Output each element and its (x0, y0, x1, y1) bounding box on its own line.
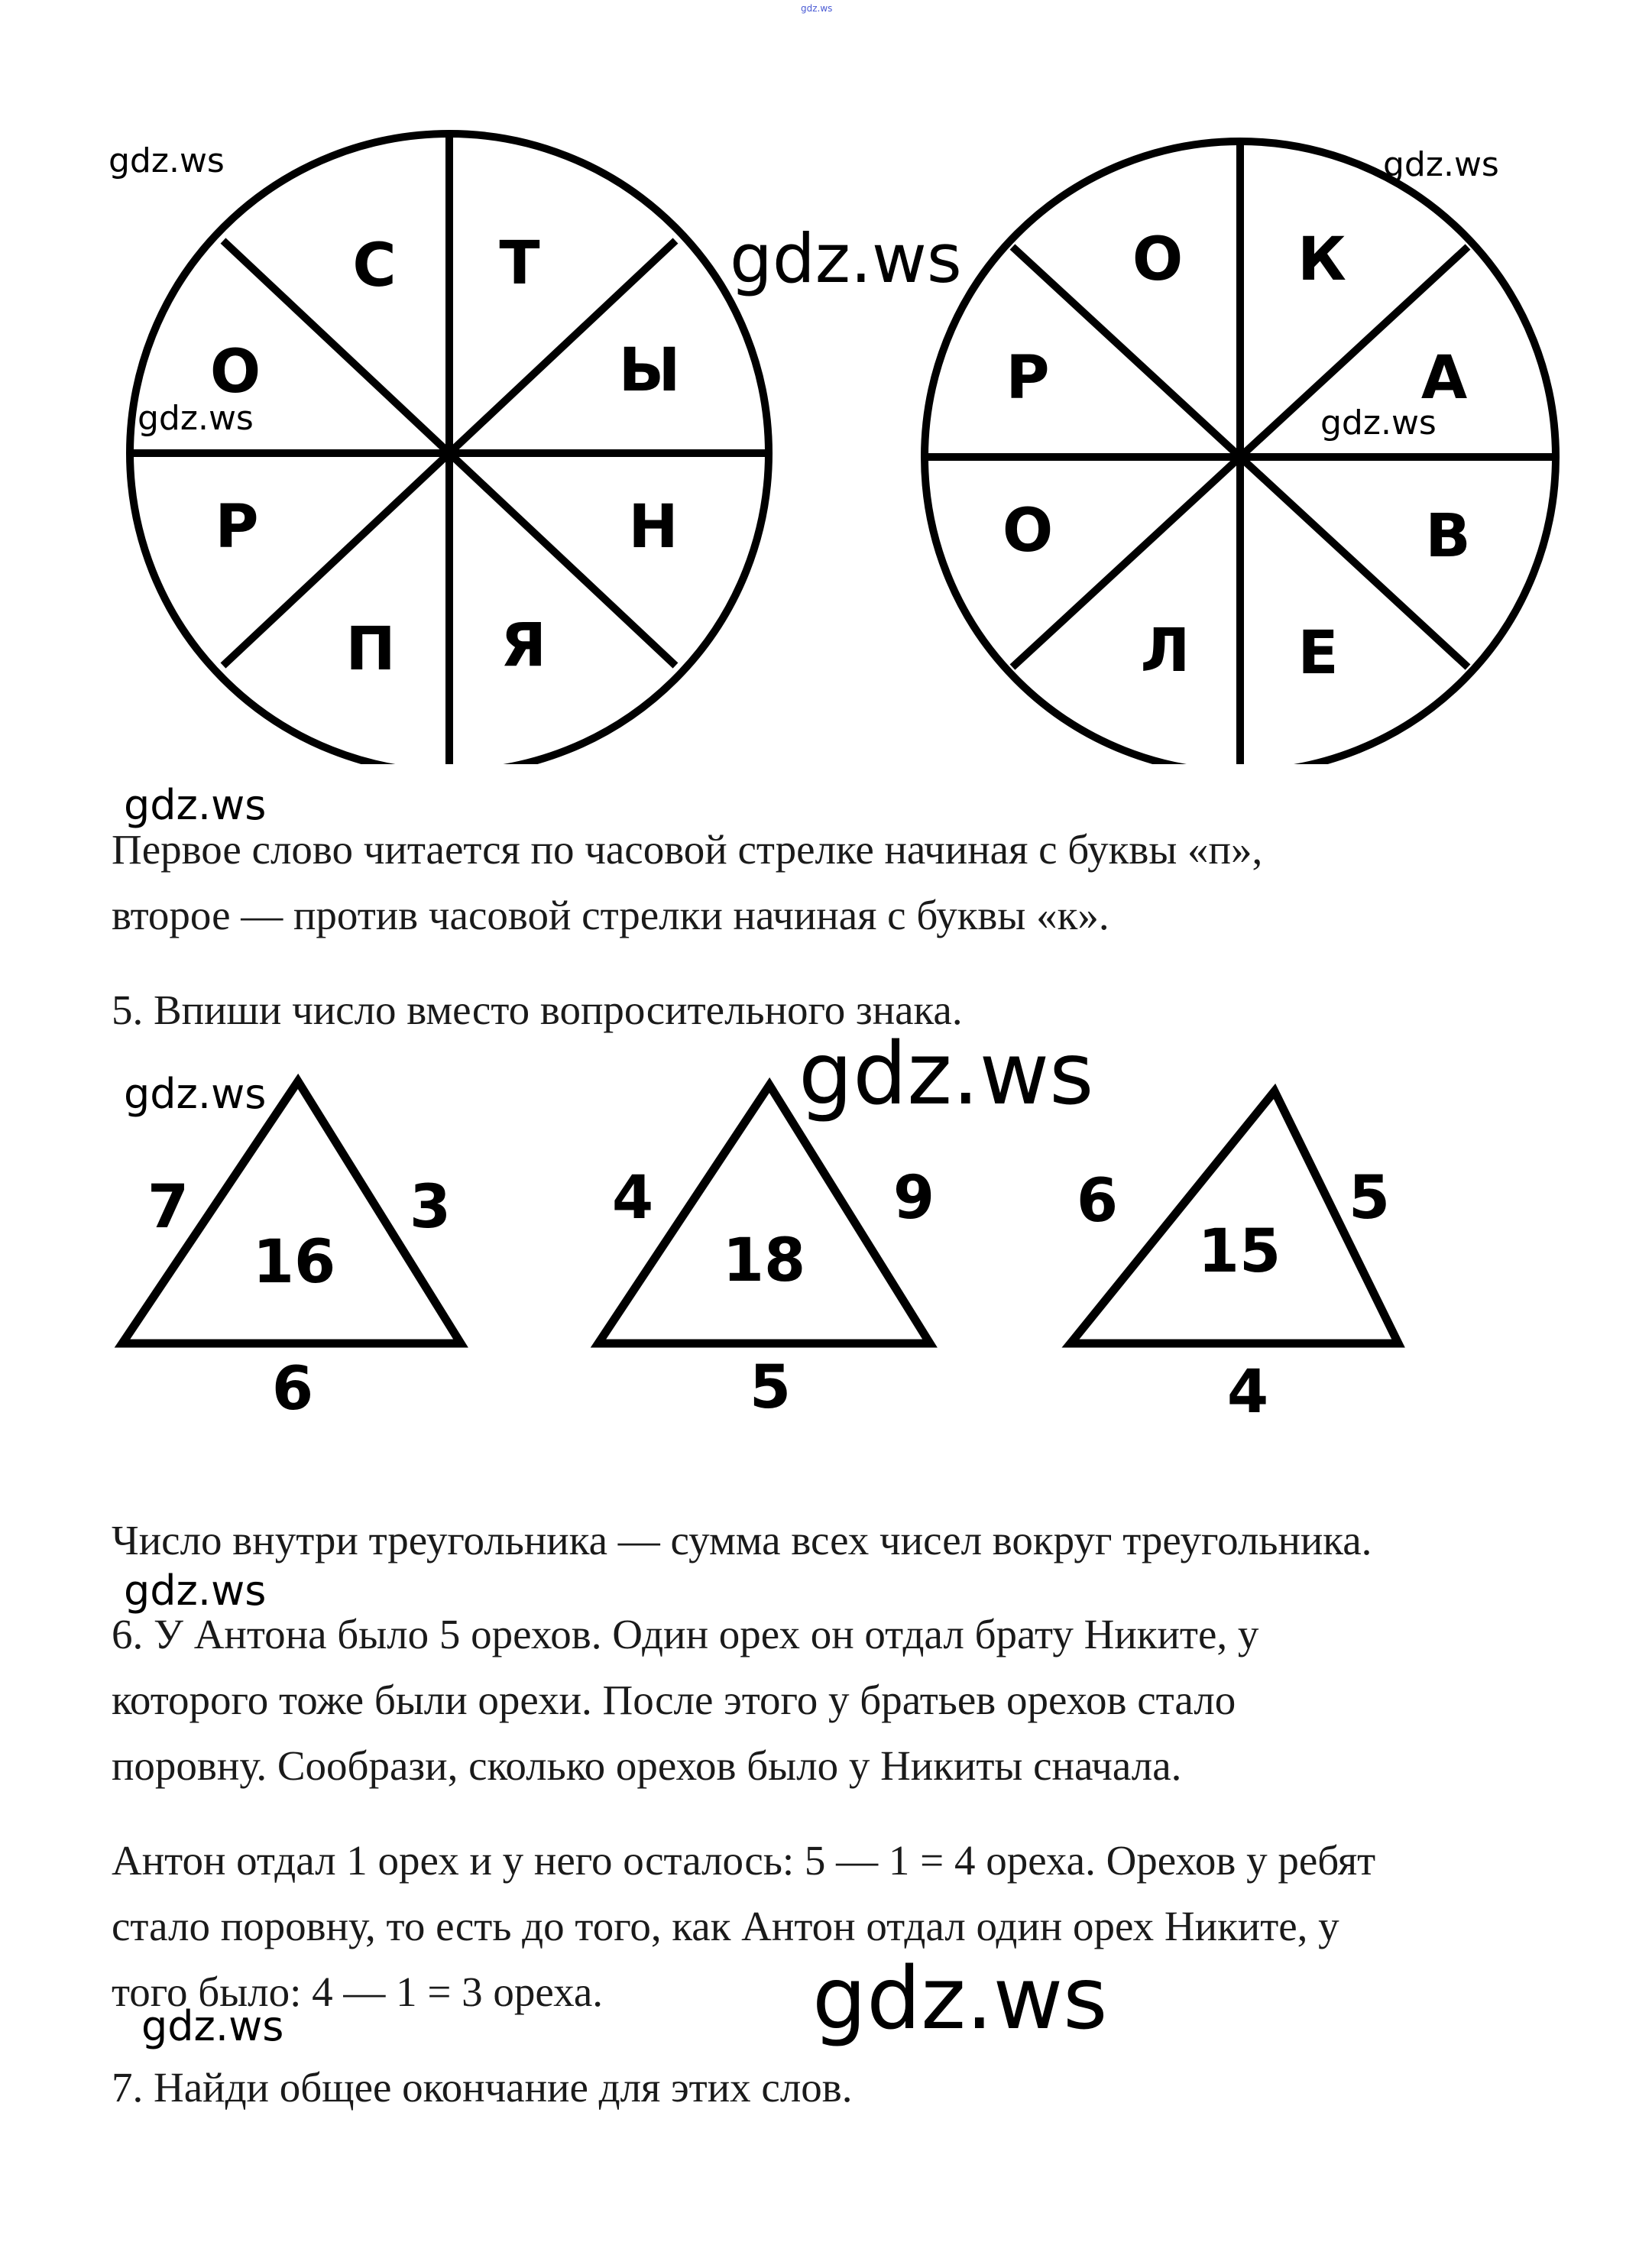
watermark: gdz.ws (1383, 145, 1499, 184)
wheel-1-letter: П (345, 615, 396, 684)
triangle-1-bottom: 6 (271, 1355, 314, 1424)
triangle-3-right: 5 (1348, 1164, 1391, 1233)
wheel-1-letter: Н (628, 493, 679, 562)
triangle-2-right: 9 (892, 1164, 935, 1233)
triangle-3-bottom: 4 (1226, 1358, 1269, 1427)
wheel-2 (925, 141, 1556, 764)
watermark: gdz.ws (1320, 403, 1437, 442)
watermark: gdz.ws (109, 141, 225, 180)
triangle-1 (122, 1081, 461, 1424)
task-6-line-2: которого тоже были орехи. После этого у братьев орехов стало (112, 1677, 1236, 1723)
watermark: gdz.ws (138, 399, 254, 438)
wheel-2-letter: О (1132, 225, 1184, 294)
triangle-2-center: 18 (722, 1226, 806, 1295)
wheel-1 (130, 134, 769, 764)
triangle-1-center: 16 (252, 1228, 336, 1297)
task-7-title: 7. Найди общее окончание для этих слов. (112, 2064, 853, 2111)
watermark-large: gdz.ws (812, 1949, 1108, 2049)
answer-4-line-2: второе — против часовой стрелки начиная с буквы «к». (112, 892, 1109, 938)
answer-6-line-1: Антон отдал 1 орех и у него осталось: 5 — 1 = 4 ореха. Орехов у ребят (112, 1837, 1376, 1884)
wheel-1-letter: Ы (618, 336, 681, 405)
wheel-2-letter: Л (1140, 617, 1190, 685)
watermark: gdz.ws (124, 1567, 267, 1615)
wheel-2-letter: Е (1297, 619, 1339, 688)
task-6-line-1: 6. У Антона было 5 орехов. Один орех он отдал брату Никите, у (112, 1611, 1259, 1657)
task-5-title: 5. Впиши число вместо вопросительного знака. (112, 987, 963, 1033)
triangles-puzzle (0, 1055, 1652, 1452)
triangle-1-right: 3 (409, 1173, 452, 1242)
wheel-1-letter: Р (215, 493, 259, 562)
triangle-2-bottom: 5 (749, 1353, 792, 1422)
wheel-2-letter: О (1002, 497, 1054, 565)
watermark: gdz.ws (141, 2002, 284, 2050)
watermark: gdz.ws (124, 781, 267, 829)
wheel-2-letter: К (1297, 225, 1346, 294)
answer-6-line-2: стало поровну, то есть до того, как Антон отдал один орех Никите, у (112, 1903, 1339, 1949)
task-6-line-3: поровну. Сообрази, сколько орехов было у Никиты сначала. (112, 1742, 1182, 1789)
answer-5: Число внутри треугольника — сумма всех чисел вокруг треугольника. (112, 1517, 1372, 1563)
wheel-2-letter: Р (1006, 344, 1050, 413)
triangle-2 (598, 1085, 935, 1422)
wheel-2-letter: А (1420, 344, 1468, 413)
triangle-1-left: 7 (147, 1173, 189, 1242)
watermark: gdz.ws (124, 1070, 267, 1118)
triangle-2-left: 4 (611, 1164, 654, 1233)
wheel-2-letter: В (1425, 502, 1471, 571)
triangle-3-left: 6 (1076, 1167, 1119, 1236)
answer-6-line-3: того было: 4 — 1 = 3 ореха. (112, 1968, 604, 2015)
wheel-1-letter: Т (499, 229, 540, 298)
watermark-large: gdz.ws (798, 1025, 1094, 1124)
watermark-top-tiny: gdz.ws (801, 3, 833, 14)
answer-4-line-1: Первое слово читается по часовой стрелке начиная с буквы «п», (112, 826, 1263, 873)
wheel-1-letter: О (209, 338, 261, 407)
triangle-3-center: 15 (1197, 1217, 1281, 1286)
wheel-1-letter: Я (500, 611, 547, 680)
letter-wheels (0, 0, 1652, 764)
wheel-1-letter: С (352, 232, 397, 300)
triangle-3 (1071, 1091, 1398, 1427)
watermark-large: gdz.ws (730, 219, 962, 298)
